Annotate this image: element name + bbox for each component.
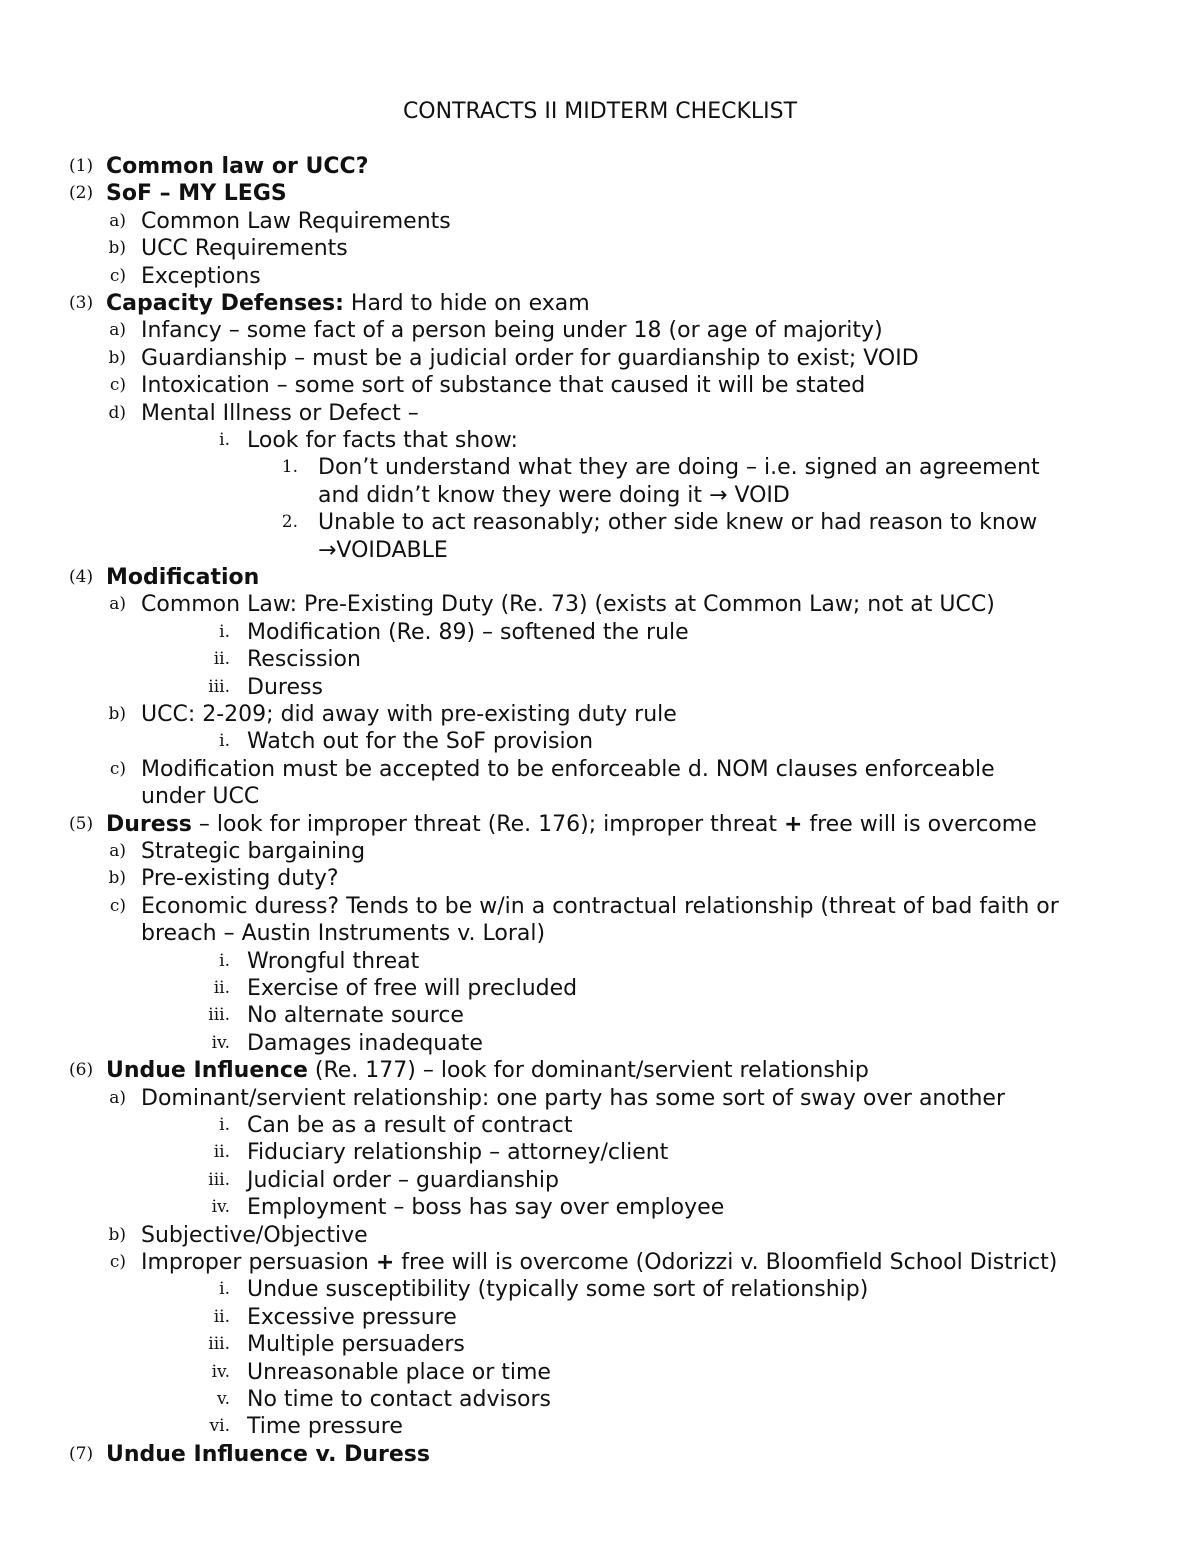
list-marker: ii. (213, 649, 230, 670)
list-item-text: Guardianship – must be a judicial order for guardianship to exist; VOID (141, 345, 919, 371)
list-item-text: Exceptions (141, 263, 261, 289)
list-marker: iv. (211, 1197, 230, 1218)
list-item-text: UCC: 2-209; did away with pre-existing duty rule (141, 702, 677, 727)
list-marker: c) (109, 265, 126, 286)
plus-sign: + (783, 811, 803, 837)
list-marker: iii. (208, 1005, 230, 1026)
list-marker: c) (109, 375, 126, 396)
list-marker: i. (219, 1279, 230, 1300)
section-heading: Duress – look for improper threat (Re. 176); improper threat + free will is overcome (106, 811, 1037, 837)
list-marker: b) (108, 238, 126, 259)
section-note: Hard to hide on exam (343, 291, 590, 316)
list-item-text: UCC Requirements (141, 236, 348, 262)
document-title: CONTRACTS II MIDTERM CHECKLIST (402, 99, 798, 124)
list-marker: vi. (209, 1416, 230, 1437)
list-item-text: Subjective/Objective (141, 1222, 368, 1248)
list-item-text: Strategic bargaining (141, 839, 366, 864)
section-number: (7) (69, 1443, 94, 1464)
list-item-text: Mental Illness or Defect – (141, 400, 419, 426)
list-marker: ii. (213, 978, 230, 998)
section-heading: Modification (106, 565, 260, 590)
list-item-text: Unreasonable place or time (247, 1359, 551, 1385)
section-number: (1) (69, 156, 94, 176)
list-marker: i. (219, 731, 230, 752)
list-marker: d) (108, 402, 126, 423)
list-item-text: →VOIDABLE (318, 537, 448, 563)
list-marker: b) (108, 347, 126, 368)
list-item-text: Improper persuasion + free will is overcome (Odorizzi v. Bloomfield School District) (141, 1250, 1058, 1275)
plus-sign: + (375, 1250, 395, 1275)
list-item-text: Common Law: Pre-Existing Duty (Re. 73) (exists at Common Law; not at UCC) (141, 592, 995, 618)
section-note: – look for improper threat (Re. 176); improper threat (191, 811, 784, 837)
list-marker: iii. (208, 1169, 230, 1190)
list-item-text: Rescission (247, 647, 361, 673)
list-marker: ii. (213, 1306, 230, 1327)
list-marker: a) (109, 841, 126, 861)
list-item-text: Economic duress? Tends to be w/in a contractual relationship (threat of bad faith or (141, 893, 1059, 919)
list-item-text: Multiple persuaders (247, 1332, 465, 1358)
list-marker: a) (109, 1087, 126, 1108)
section-heading: Capacity Defenses: Hard to hide on exam (106, 291, 590, 316)
list-item-text: Damages inadequate (247, 1030, 483, 1056)
list-marker: a) (109, 210, 126, 231)
list-marker: b) (108, 1224, 126, 1245)
list-item-text: Look for facts that show: (247, 428, 518, 453)
list-marker: i. (219, 950, 230, 971)
list-item-text: Judicial order – guardianship (247, 1167, 559, 1193)
list-marker: a) (109, 320, 126, 341)
list-item-text: Exercise of free will precluded (247, 976, 578, 1001)
list-marker: v. (217, 1389, 230, 1409)
section-note: free will is overcome (802, 811, 1037, 837)
list-marker: i. (219, 1115, 230, 1135)
list-item-text: No alternate source (247, 1003, 464, 1029)
section-heading: Common law or UCC? (106, 154, 369, 179)
list-item-text: Intoxication – some sort of substance that caused it will be stated (141, 373, 866, 399)
list-item-text: Fiduciary relationship – attorney/client (247, 1140, 669, 1166)
section-number: (3) (69, 293, 94, 313)
list-marker: c) (109, 758, 126, 779)
list-item-text: Modification (Re. 89) – softened the rule (247, 619, 689, 645)
list-marker: iii. (208, 1334, 230, 1355)
list-item-text: No time to contact advisors (247, 1387, 552, 1412)
list-item-text: under UCC (141, 784, 260, 810)
section-number: (2) (69, 183, 94, 204)
list-item-text: Excessive pressure (247, 1304, 457, 1330)
list-marker: iii. (208, 676, 230, 697)
list-item-text: Common Law Requirements (141, 208, 451, 234)
list-marker: b) (108, 704, 126, 724)
section-number: (6) (69, 1060, 94, 1081)
list-marker: ii. (213, 1142, 230, 1163)
list-item-text: and didn’t know they were doing it → VOID (318, 482, 790, 508)
list-marker: c) (109, 895, 126, 916)
list-marker: a) (109, 594, 126, 615)
list-marker: iv. (211, 1361, 230, 1382)
list-item-text: Pre-existing duty? (141, 866, 339, 892)
list-item-text: breach – Austin Instruments v. Loral) (141, 921, 546, 947)
list-marker: iv. (211, 1032, 230, 1053)
list-marker: i. (219, 621, 230, 642)
section-note: (Re. 177) – look for dominant/servient relationship (307, 1058, 869, 1084)
list-item-text: Watch out for the SoF provision (247, 729, 594, 755)
list-item-text: Can be as a result of contract (247, 1113, 573, 1138)
list-item-text: Employment – boss has say over employee (247, 1195, 725, 1221)
section-heading: Undue Influence (Re. 177) – look for dominant/servient relationship (106, 1058, 869, 1084)
list-item-text: Time pressure (247, 1414, 403, 1440)
section-number: (4) (69, 567, 94, 587)
section-heading: SoF – MY LEGS (106, 181, 287, 207)
list-item-text: Dominant/servient relationship: one party has some sort of sway over another (141, 1085, 1005, 1111)
list-item-text: Modification must be accepted to be enforceable d. NOM clauses enforceable (141, 756, 995, 782)
list-item-text: Duress (247, 674, 323, 700)
list-marker: c) (109, 1252, 126, 1272)
list-item-text: Unable to act reasonably; other side knew or had reason to know (318, 510, 1038, 536)
list-marker: i. (219, 430, 230, 450)
list-item-text: Infancy – some fact of a person being under 18 (or age of majority) (141, 318, 883, 344)
list-marker: 2. (281, 512, 298, 533)
list-marker: 1. (281, 457, 298, 478)
list-marker: b) (108, 868, 126, 889)
section-number: (5) (69, 813, 94, 834)
list-item-text: Undue susceptibility (typically some sort of relationship) (247, 1277, 869, 1303)
section-heading: Undue Influence v. Duress (106, 1441, 430, 1467)
list-item-text: Don’t understand what they are doing – i.e. signed an agreement (318, 455, 1040, 481)
list-item-text: Wrongful threat (247, 948, 420, 974)
